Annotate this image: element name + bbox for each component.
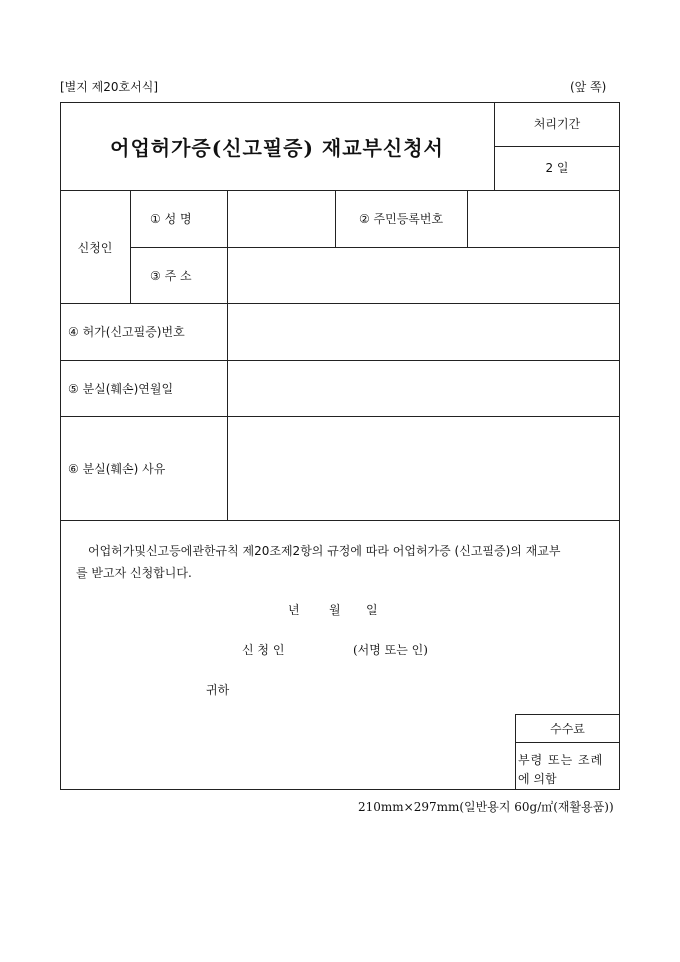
license-bottom-line <box>60 360 620 361</box>
name-label: ① 성 명 <box>150 212 192 226</box>
title-bottom-line <box>60 190 620 191</box>
fee-divider <box>515 742 620 743</box>
applicant-divider <box>130 190 131 303</box>
loss-date-bottom-line <box>60 416 620 417</box>
reason-bottom-line <box>60 520 620 521</box>
date-month: 월 <box>329 603 341 617</box>
fee-label: 수수료 <box>550 722 585 736</box>
page-side-label: (앞 쪽) <box>570 80 607 94</box>
address-label: ③ 주 소 <box>150 269 192 283</box>
fee-value-line-1: 부령 또는 조례 <box>518 753 604 767</box>
license-number-label: ④ 허가(신고필증)번호 <box>68 325 185 339</box>
title-divider <box>494 102 495 190</box>
date-day: 일 <box>366 603 378 617</box>
fee-value-line-2: 에 의함 <box>518 772 557 786</box>
processing-divider <box>494 146 620 147</box>
signature-label: (서명 또는 인) <box>353 643 428 657</box>
loss-date-label: ⑤ 분실(훼손)연월일 <box>68 382 174 396</box>
form-border <box>60 102 620 790</box>
rrn-value-divider <box>467 190 468 247</box>
form-title: 어업허가증(신고필증) 재교부신청서 <box>110 136 444 160</box>
paper-spec: 210mm×297mm(일반용지 60g/㎡(재활용품)) <box>358 800 614 814</box>
name-bottom-line <box>130 247 620 248</box>
applicant-bottom-line <box>60 303 620 304</box>
applicant-sign-label: 신 청 인 <box>242 643 285 657</box>
rrn-label: ② 주민등록번호 <box>358 212 444 226</box>
label-value-divider <box>227 190 228 520</box>
applicant-group-label: 신청인 <box>77 241 113 255</box>
declaration-line-1: 어업허가및신고등에관한규칙 제20조제2항의 규정에 따라 어업허가증 (신고필증)의 재교부 <box>88 544 561 558</box>
recipient-suffix: 귀하 <box>206 683 230 697</box>
form-number: [별지 제20호서식] <box>60 80 158 94</box>
processing-period-label: 처리기간 <box>533 117 581 131</box>
processing-period-value: 2 일 <box>545 161 569 175</box>
loss-reason-label: ⑥ 분실(훼손) 사유 <box>68 462 166 476</box>
declaration-line-2: 를 받고자 신청합니다. <box>76 566 192 580</box>
date-year: 년 <box>288 603 300 617</box>
